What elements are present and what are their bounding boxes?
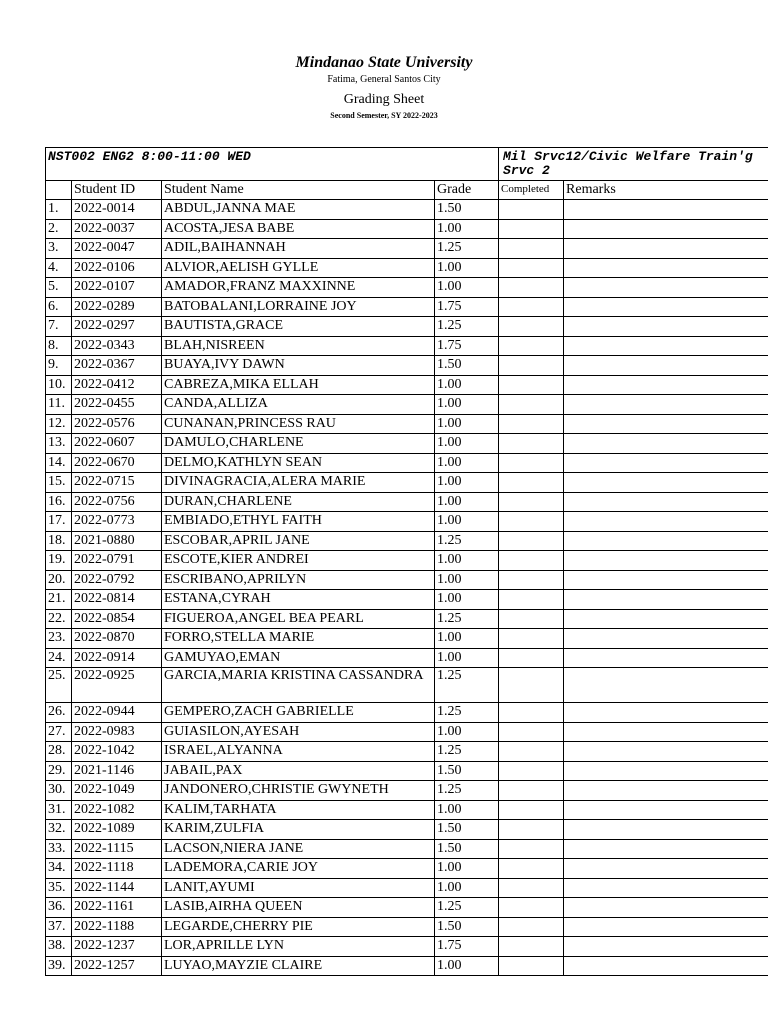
col-header-grade: Grade <box>435 181 499 200</box>
table-row <box>46 839 768 859</box>
table-row <box>46 297 768 317</box>
completed-cell <box>499 590 564 610</box>
grade-cell: 1.00 <box>435 414 499 434</box>
table-row <box>46 820 768 840</box>
student-id-cell: 2022-0854 <box>72 609 162 629</box>
grading-table <box>45 147 768 976</box>
completed-cell <box>499 492 564 512</box>
table-row <box>46 375 768 395</box>
sheet-title: Grading Sheet <box>343 92 425 107</box>
grade-cell: 1.25 <box>435 781 499 801</box>
row-number: 10. <box>46 375 72 395</box>
completed-cell <box>499 761 564 781</box>
completed-cell <box>499 570 564 590</box>
table-row <box>46 239 768 259</box>
student-id-cell: 2022-0047 <box>72 239 162 259</box>
student-name-cell: KALIM,TARHATA <box>162 800 435 820</box>
student-name-cell: DAMULO,CHARLENE <box>162 434 435 454</box>
row-number: 26. <box>46 703 72 723</box>
completed-cell <box>499 278 564 298</box>
grade-cell: 1.50 <box>435 820 499 840</box>
remarks-cell <box>564 859 768 879</box>
student-id-cell: 2022-0367 <box>72 356 162 376</box>
student-id-cell: 2022-0925 <box>72 668 162 703</box>
grade-cell: 1.75 <box>435 937 499 957</box>
grade-cell: 1.50 <box>435 761 499 781</box>
remarks-cell <box>564 878 768 898</box>
student-id-cell: 2021-0880 <box>72 531 162 551</box>
row-number: 12. <box>46 414 72 434</box>
completed-cell <box>499 703 564 723</box>
student-name-cell: ABDUL,JANNA MAE <box>162 200 435 220</box>
student-name-cell: ESCOTE,KIER ANDREI <box>162 551 435 571</box>
student-name-cell: LUYAO,MAYZIE CLAIRE <box>162 956 435 976</box>
row-number: 36. <box>46 898 72 918</box>
course-title: Mil Srvc12/Civic Welfare Train'g Srvc 2 <box>499 148 768 181</box>
student-id-cell: 2022-0870 <box>72 629 162 649</box>
student-name-cell: LEGARDE,CHERRY PIE <box>162 917 435 937</box>
completed-cell <box>499 239 564 259</box>
remarks-cell <box>564 800 768 820</box>
remarks-cell <box>564 453 768 473</box>
row-number: 5. <box>46 278 72 298</box>
student-name-cell: GEMPERO,ZACH GABRIELLE <box>162 703 435 723</box>
col-header-student-id: Student ID <box>72 181 162 200</box>
row-number: 8. <box>46 336 72 356</box>
table-row <box>46 609 768 629</box>
student-id-cell: 2022-0756 <box>72 492 162 512</box>
table-row <box>46 219 768 239</box>
grade-cell: 1.00 <box>435 878 499 898</box>
student-name-cell: CANDA,ALLIZA <box>162 395 435 415</box>
col-header-student-name: Student Name <box>162 181 435 200</box>
remarks-cell <box>564 668 768 703</box>
remarks-cell <box>564 742 768 762</box>
remarks-cell <box>564 512 768 532</box>
student-name-cell: GUIASILON,AYESAH <box>162 722 435 742</box>
student-name-cell: DELMO,KATHLYN SEAN <box>162 453 435 473</box>
student-id-cell: 2022-0297 <box>72 317 162 337</box>
completed-cell <box>499 512 564 532</box>
table-row <box>46 629 768 649</box>
student-id-cell: 2022-1049 <box>72 781 162 801</box>
remarks-cell <box>564 703 768 723</box>
remarks-cell <box>564 395 768 415</box>
table-row <box>46 336 768 356</box>
row-number: 2. <box>46 219 72 239</box>
row-number: 7. <box>46 317 72 337</box>
row-number: 37. <box>46 917 72 937</box>
remarks-cell <box>564 336 768 356</box>
table-row <box>46 395 768 415</box>
student-id-cell: 2022-0773 <box>72 512 162 532</box>
grade-cell: 1.00 <box>435 629 499 649</box>
row-number: 3. <box>46 239 72 259</box>
completed-cell <box>499 551 564 571</box>
completed-cell <box>499 200 564 220</box>
student-id-cell: 2022-1089 <box>72 820 162 840</box>
grade-cell: 1.00 <box>435 434 499 454</box>
remarks-cell <box>564 200 768 220</box>
student-name-cell: EMBIADO,ETHYL FAITH <box>162 512 435 532</box>
grade-cell: 1.00 <box>435 859 499 879</box>
student-id-cell: 2022-0107 <box>72 278 162 298</box>
student-name-cell: LASIB,AIRHA QUEEN <box>162 898 435 918</box>
grade-cell: 1.00 <box>435 492 499 512</box>
grade-cell: 1.00 <box>435 258 499 278</box>
student-id-cell: 2022-1237 <box>72 937 162 957</box>
completed-cell <box>499 820 564 840</box>
student-id-cell: 2022-0455 <box>72 395 162 415</box>
student-name-cell: BLAH,NISREEN <box>162 336 435 356</box>
col-header-completed: Completed <box>499 181 564 200</box>
table-row <box>46 317 768 337</box>
table-row <box>46 531 768 551</box>
grade-cell: 1.00 <box>435 590 499 610</box>
student-id-cell: 2022-0944 <box>72 703 162 723</box>
row-number: 34. <box>46 859 72 879</box>
table-row <box>46 473 768 493</box>
completed-cell <box>499 898 564 918</box>
grade-cell: 1.00 <box>435 800 499 820</box>
remarks-cell <box>564 820 768 840</box>
grade-cell: 1.00 <box>435 278 499 298</box>
table-row <box>46 551 768 571</box>
student-name-cell: BAUTISTA,GRACE <box>162 317 435 337</box>
student-id-cell: 2022-1257 <box>72 956 162 976</box>
completed-cell <box>499 473 564 493</box>
remarks-cell <box>564 722 768 742</box>
table-row <box>46 590 768 610</box>
remarks-cell <box>564 414 768 434</box>
row-number: 31. <box>46 800 72 820</box>
grade-cell: 1.00 <box>435 551 499 571</box>
grade-cell: 1.00 <box>435 219 499 239</box>
student-name-cell: ACOSTA,JESA BABE <box>162 219 435 239</box>
student-name-cell: LADEMORA,CARIE JOY <box>162 859 435 879</box>
row-number: 18. <box>46 531 72 551</box>
student-id-cell: 2022-0715 <box>72 473 162 493</box>
course-row <box>46 148 768 181</box>
completed-cell <box>499 336 564 356</box>
student-id-cell: 2022-1118 <box>72 859 162 879</box>
university-name: Mindanao State University <box>295 54 473 71</box>
grade-cell: 1.25 <box>435 317 499 337</box>
remarks-cell <box>564 434 768 454</box>
completed-cell <box>499 609 564 629</box>
row-number: 33. <box>46 839 72 859</box>
student-name-cell: JANDONERO,CHRISTIE GWYNETH <box>162 781 435 801</box>
row-number: 29. <box>46 761 72 781</box>
university-location: Fatima, General Santos City <box>327 74 441 85</box>
student-name-cell: GAMUYAO,EMAN <box>162 648 435 668</box>
student-id-cell: 2022-1115 <box>72 839 162 859</box>
row-number: 24. <box>46 648 72 668</box>
remarks-cell <box>564 219 768 239</box>
col-header-remarks: Remarks <box>564 181 768 200</box>
grade-cell: 1.25 <box>435 703 499 723</box>
completed-cell <box>499 258 564 278</box>
student-name-cell: FORRO,STELLA MARIE <box>162 629 435 649</box>
col-header-no <box>46 181 72 200</box>
remarks-cell <box>564 629 768 649</box>
completed-cell <box>499 375 564 395</box>
grade-cell: 1.50 <box>435 839 499 859</box>
student-name-cell: DIVINAGRACIA,ALERA MARIE <box>162 473 435 493</box>
row-number: 16. <box>46 492 72 512</box>
remarks-cell <box>564 570 768 590</box>
row-number: 4. <box>46 258 72 278</box>
student-name-cell: BUAYA,IVY DAWN <box>162 356 435 376</box>
student-name-cell: LOR,APRILLE LYN <box>162 937 435 957</box>
row-number: 20. <box>46 570 72 590</box>
student-name-cell: ESCRIBANO,APRILYN <box>162 570 435 590</box>
student-name-cell: ADIL,BAIHANNAH <box>162 239 435 259</box>
table-row <box>46 668 768 703</box>
student-name-cell: DURAN,CHARLENE <box>162 492 435 512</box>
remarks-cell <box>564 258 768 278</box>
table-row <box>46 956 768 976</box>
table-row <box>46 722 768 742</box>
table-row <box>46 917 768 937</box>
remarks-cell <box>564 239 768 259</box>
row-number: 15. <box>46 473 72 493</box>
remarks-cell <box>564 297 768 317</box>
student-id-cell: 2022-0914 <box>72 648 162 668</box>
completed-cell <box>499 668 564 703</box>
grade-cell: 1.25 <box>435 898 499 918</box>
grade-cell: 1.00 <box>435 570 499 590</box>
student-name-cell: JABAIL,PAX <box>162 761 435 781</box>
grade-cell: 1.50 <box>435 356 499 376</box>
grade-cell: 1.25 <box>435 609 499 629</box>
row-number: 22. <box>46 609 72 629</box>
row-number: 35. <box>46 878 72 898</box>
row-number: 13. <box>46 434 72 454</box>
remarks-cell <box>564 956 768 976</box>
grade-cell: 1.00 <box>435 375 499 395</box>
completed-cell <box>499 317 564 337</box>
grade-cell: 1.50 <box>435 917 499 937</box>
table-row <box>46 742 768 762</box>
remarks-cell <box>564 473 768 493</box>
remarks-cell <box>564 898 768 918</box>
row-number: 39. <box>46 956 72 976</box>
table-row <box>46 878 768 898</box>
remarks-cell <box>564 278 768 298</box>
column-header-row <box>46 181 768 200</box>
completed-cell <box>499 878 564 898</box>
remarks-cell <box>564 356 768 376</box>
student-id-cell: 2022-1161 <box>72 898 162 918</box>
table-row <box>46 703 768 723</box>
student-name-cell: BATOBALANI,LORRAINE JOY <box>162 297 435 317</box>
grade-cell: 1.25 <box>435 531 499 551</box>
student-id-cell: 2022-0814 <box>72 590 162 610</box>
row-number: 6. <box>46 297 72 317</box>
remarks-cell <box>564 551 768 571</box>
remarks-cell <box>564 781 768 801</box>
student-name-cell: GARCIA,MARIA KRISTINA CASSANDRA <box>162 668 435 703</box>
student-id-cell: 2022-1082 <box>72 800 162 820</box>
completed-cell <box>499 859 564 879</box>
table-row <box>46 937 768 957</box>
student-id-cell: 2021-1146 <box>72 761 162 781</box>
completed-cell <box>499 742 564 762</box>
completed-cell <box>499 917 564 937</box>
row-number: 21. <box>46 590 72 610</box>
student-id-cell: 2022-1144 <box>72 878 162 898</box>
grade-cell: 1.00 <box>435 453 499 473</box>
row-number: 30. <box>46 781 72 801</box>
row-number: 19. <box>46 551 72 571</box>
completed-cell <box>499 722 564 742</box>
row-number: 1. <box>46 200 72 220</box>
table-row <box>46 512 768 532</box>
row-number: 23. <box>46 629 72 649</box>
completed-cell <box>499 956 564 976</box>
row-number: 11. <box>46 395 72 415</box>
row-number: 9. <box>46 356 72 376</box>
table-row <box>46 278 768 298</box>
completed-cell <box>499 629 564 649</box>
student-name-cell: ALVIOR,AELISH GYLLE <box>162 258 435 278</box>
grade-cell: 1.00 <box>435 648 499 668</box>
remarks-cell <box>564 839 768 859</box>
student-id-cell: 2022-0792 <box>72 570 162 590</box>
table-row <box>46 414 768 434</box>
remarks-cell <box>564 917 768 937</box>
student-id-cell: 2022-0791 <box>72 551 162 571</box>
course-code: NST002 ENG2 8:00-11:00 WED <box>46 148 499 181</box>
table-row <box>46 800 768 820</box>
completed-cell <box>499 395 564 415</box>
student-name-cell: CUNANAN,PRINCESS RAU <box>162 414 435 434</box>
grade-cell: 1.50 <box>435 200 499 220</box>
student-name-cell: ISRAEL,ALYANNA <box>162 742 435 762</box>
student-id-cell: 2022-0343 <box>72 336 162 356</box>
row-number: 27. <box>46 722 72 742</box>
table-row <box>46 258 768 278</box>
remarks-cell <box>564 375 768 395</box>
grade-cell: 1.00 <box>435 956 499 976</box>
remarks-cell <box>564 492 768 512</box>
grade-cell: 1.00 <box>435 722 499 742</box>
grade-cell: 1.00 <box>435 512 499 532</box>
completed-cell <box>499 453 564 473</box>
completed-cell <box>499 219 564 239</box>
completed-cell <box>499 414 564 434</box>
student-id-cell: 2022-1042 <box>72 742 162 762</box>
semester-label: Second Semester, SY 2022-2023 <box>330 111 438 120</box>
table-row <box>46 781 768 801</box>
row-number: 32. <box>46 820 72 840</box>
row-number: 28. <box>46 742 72 762</box>
grade-cell: 1.25 <box>435 668 499 703</box>
student-name-cell: ESCOBAR,APRIL JANE <box>162 531 435 551</box>
student-name-cell: FIGUEROA,ANGEL BEA PEARL <box>162 609 435 629</box>
student-name-cell: KARIM,ZULFIA <box>162 820 435 840</box>
student-id-cell: 2022-0412 <box>72 375 162 395</box>
grade-cell: 1.75 <box>435 336 499 356</box>
student-id-cell: 2022-0014 <box>72 200 162 220</box>
completed-cell <box>499 356 564 376</box>
student-id-cell: 2022-0106 <box>72 258 162 278</box>
student-id-cell: 2022-0576 <box>72 414 162 434</box>
remarks-cell <box>564 761 768 781</box>
completed-cell <box>499 781 564 801</box>
student-id-cell: 2022-0607 <box>72 434 162 454</box>
student-name-cell: LACSON,NIERA JANE <box>162 839 435 859</box>
remarks-cell <box>564 590 768 610</box>
completed-cell <box>499 531 564 551</box>
student-id-cell: 2022-1188 <box>72 917 162 937</box>
completed-cell <box>499 800 564 820</box>
table-row <box>46 898 768 918</box>
table-row <box>46 492 768 512</box>
completed-cell <box>499 937 564 957</box>
table-row <box>46 570 768 590</box>
remarks-cell <box>564 648 768 668</box>
table-row <box>46 761 768 781</box>
remarks-cell <box>564 937 768 957</box>
table-row <box>46 434 768 454</box>
table-row <box>46 648 768 668</box>
student-name-cell: AMADOR,FRANZ MAXXINNE <box>162 278 435 298</box>
table-row <box>46 356 768 376</box>
grade-cell: 1.00 <box>435 395 499 415</box>
row-number: 17. <box>46 512 72 532</box>
student-id-cell: 2022-0670 <box>72 453 162 473</box>
remarks-cell <box>564 531 768 551</box>
student-name-cell: ESTANA,CYRAH <box>162 590 435 610</box>
table-row <box>46 200 768 220</box>
completed-cell <box>499 839 564 859</box>
remarks-cell <box>564 609 768 629</box>
row-number: 38. <box>46 937 72 957</box>
student-name-cell: LANIT,AYUMI <box>162 878 435 898</box>
completed-cell <box>499 648 564 668</box>
grade-cell: 1.25 <box>435 742 499 762</box>
grade-cell: 1.25 <box>435 239 499 259</box>
student-id-cell: 2022-0037 <box>72 219 162 239</box>
row-number: 25. <box>46 668 72 703</box>
student-id-cell: 2022-0289 <box>72 297 162 317</box>
grade-cell: 1.00 <box>435 473 499 493</box>
table-row <box>46 453 768 473</box>
remarks-cell <box>564 317 768 337</box>
grade-cell: 1.75 <box>435 297 499 317</box>
completed-cell <box>499 434 564 454</box>
student-id-cell: 2022-0983 <box>72 722 162 742</box>
table-row <box>46 859 768 879</box>
completed-cell <box>499 297 564 317</box>
student-name-cell: CABREZA,MIKA ELLAH <box>162 375 435 395</box>
row-number: 14. <box>46 453 72 473</box>
